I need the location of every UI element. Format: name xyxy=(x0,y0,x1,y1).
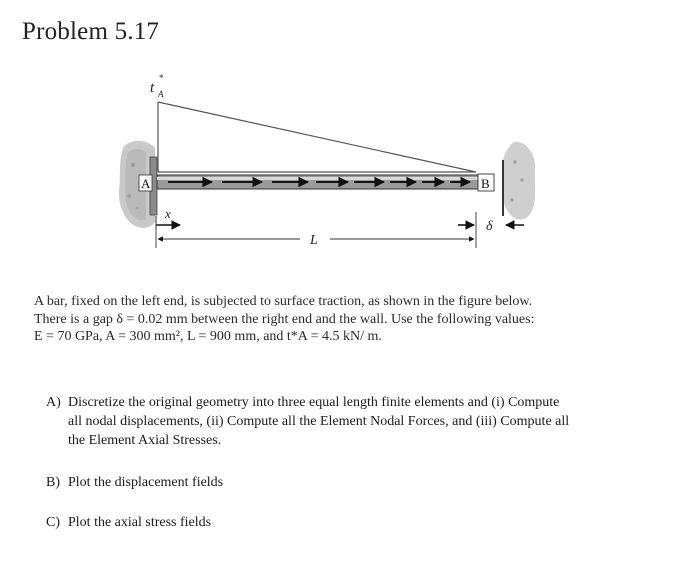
length-label: L xyxy=(310,233,318,248)
task-item xyxy=(46,393,656,450)
task-item xyxy=(46,513,656,532)
task-text-line: Plot the displacement fields xyxy=(68,475,224,490)
bar-figure xyxy=(0,0,673,280)
statement-line: A bar, fixed on the left end, is subjected to surface traction, as shown in the figure below. xyxy=(34,294,533,309)
x-axis-label: x xyxy=(165,206,171,221)
task-list xyxy=(46,393,656,532)
task-label: B) xyxy=(46,475,60,490)
task-text-line: the Element Axial Stresses. xyxy=(68,433,222,448)
task-item xyxy=(46,473,656,492)
gap-label: δ xyxy=(486,219,493,234)
right-wall xyxy=(502,142,535,220)
statement-line: There is a gap δ = 0.02 mm between the right end and the wall. Use the following values: xyxy=(34,311,535,327)
label-a: A xyxy=(141,176,151,191)
traction-label-sup: * xyxy=(159,73,164,83)
statement-line: E = 70 GPa, A = 300 mm², L = 900 mm, and t*A = 4.5 kN/ m. xyxy=(34,329,382,344)
traction-label: t xyxy=(150,80,155,96)
task-label: C) xyxy=(46,515,60,530)
label-b: B xyxy=(481,176,490,191)
task-text-line: Discretize the original geometry into three equal length finite elements and (i) Compute xyxy=(68,395,560,410)
traction-distribution xyxy=(158,102,476,172)
task-text-line: all nodal displacements, (ii) Compute all the Element Nodal Forces, and (iii) Compute all xyxy=(68,414,570,429)
task-label: A) xyxy=(46,395,61,410)
bar-highlight xyxy=(157,177,478,180)
problem-statement xyxy=(34,293,654,346)
page-title: Problem 5.17 xyxy=(22,18,160,45)
task-text-line: Plot the axial stress fields xyxy=(68,515,212,530)
traction-label-sub: A xyxy=(158,89,164,99)
